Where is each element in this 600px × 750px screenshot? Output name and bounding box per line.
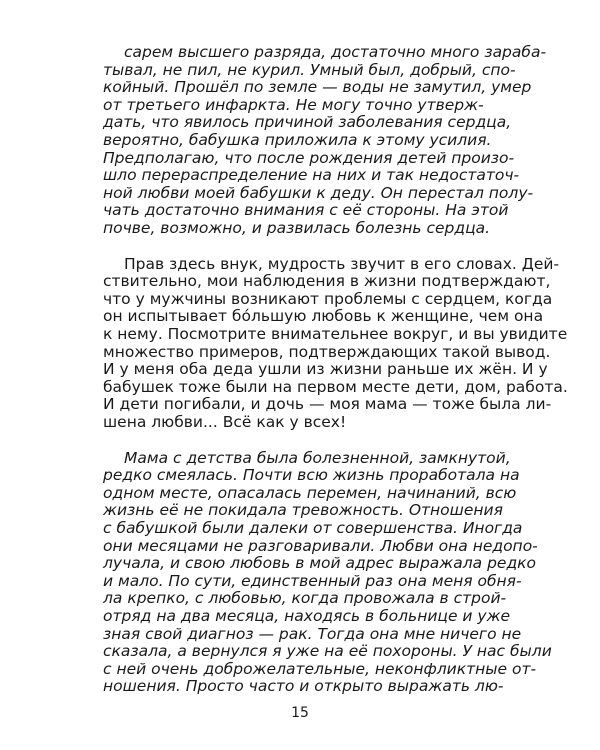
paragraph-2-line: что у мужчины возникают проблемы с сердцем, когда xyxy=(103,289,553,308)
paragraph-2-line: он испытывает бо́льшую любовь к женщине, чем она xyxy=(103,307,544,326)
paragraph-1-line: дать, что явилось причиной заболевания сердца, xyxy=(103,113,512,132)
paragraph-1-line: Предполагаю, что после рождения детей произо- xyxy=(103,148,515,167)
paragraph-1-line: шло перераспределение на них и так недостаточ- xyxy=(103,166,520,185)
paragraph-3-line: с бабушкой были далеки от совершенства. Иногда xyxy=(103,519,523,537)
paragraph-2-line: Прав здесь внук, мудрость звучит в его словах. Дей- xyxy=(124,254,560,273)
paragraph-3-line: они месяцами не разговаривали. Любви она недопо- xyxy=(103,536,538,555)
paragraph-3-line: зная свой диагноз — рак. Тогда она мне ничего не xyxy=(103,624,522,643)
paragraph-2-line: ствительно, мои наблюдения в жизни подтверждают, xyxy=(103,272,551,291)
paragraph-2-line: к нему. Посмотрите внимательнее вокруг, и вы увидите xyxy=(103,325,568,343)
paragraph-3-line: отряд на два месяца, находясь в больнице и уже xyxy=(103,607,511,625)
paragraph-1-line: койный. Прошёл по земле — воды не замутил, умер xyxy=(103,78,532,97)
paragraph-3-line: и мало. По сути, единственный раз она меня обня- xyxy=(103,571,522,590)
paragraph-3-line: ла крепко, с любовью, когда провожала в строй- xyxy=(103,589,507,608)
paragraph-1-line: ной любви моей бабушки к деду. Он перестал полу- xyxy=(103,183,534,202)
paragraph-3-line: лучала, и свою любовь в мой адрес выражала редко xyxy=(103,554,537,573)
paragraph-3-line: Мама с детства была болезненной, замкнутой, xyxy=(124,448,511,467)
paragraph-1-line: тывал, не пил, не курил. Умный был, добрый, спо- xyxy=(103,60,516,79)
paragraph-3-line: жизнь её не покидала тревожность. Отношения xyxy=(103,501,503,520)
paragraph-1-line: чать достаточно внимания с её стороны. На этой xyxy=(103,201,509,220)
paragraph-3-line: редко смеялась. Почти всю жизнь проработала на xyxy=(103,466,520,485)
paragraph-3-line: с ней очень доброжелательные, неконфликтные от- xyxy=(103,659,537,678)
paragraph-1-line: почве, возможно, и развилась болезнь сердца. xyxy=(103,219,491,237)
paragraph-1-line: сарем высшего разряда, достаточно много зараба- xyxy=(124,43,547,61)
paragraph-3-line: сказала, а вернулся я уже на её похороны. У нас были xyxy=(103,642,552,661)
paragraph-2-line: множество примеров, подтверждающих такой вывод. xyxy=(103,342,551,361)
page-number: 15 xyxy=(291,705,309,721)
paragraph-3-line: одном месте, опасалась перемен, начинаний, всю xyxy=(103,483,517,502)
paragraph-2-line: бабушек тоже были на первом месте дети, дом, работа. xyxy=(103,377,568,396)
paragraph-1-line: от третьего инфаркта. Не могу точно утверж- xyxy=(103,95,484,114)
paragraph-3-line: ношения. Просто часто и открыто выражать лю- xyxy=(103,677,504,696)
paragraph-2-line: И у меня оба деда ушли из жизни раньше их жён. И у xyxy=(103,360,548,379)
paragraph-2-line: шена любви... Всё как у всех! xyxy=(103,413,347,431)
paragraph-2-line: И дети погибали, и дочь — моя мама — тоже была ли- xyxy=(103,395,552,414)
paragraph-1-line: вероятно, бабушка приложила к этому усилия. xyxy=(103,131,492,149)
